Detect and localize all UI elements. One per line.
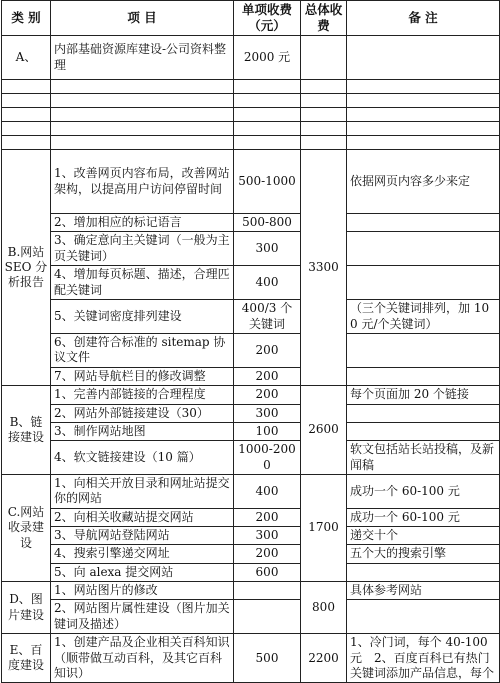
table-row (2, 266, 500, 300)
remark-cell: 每个页面加 20 个链接 (347, 386, 500, 404)
table-row (2, 527, 500, 545)
fee-cell: 200 (234, 386, 301, 404)
item-cell: 2、向相关收藏站提交网站 (51, 508, 234, 526)
remark-cell: 具体参考网站 (347, 582, 500, 600)
item-cell: 1、创建产品及企业相关百科知识（顺带做互动百科，及其它百科知识） (51, 634, 234, 683)
table-row (2, 300, 500, 334)
header-item: 项 目 (51, 1, 234, 36)
fee-cell (234, 600, 301, 634)
item-cell: 2、增加相应的标记语言 (51, 214, 234, 232)
fee-cell: 400 (234, 266, 301, 300)
item-cell: 4、搜索引擎递交网址 (51, 545, 234, 563)
fee-cell: 600 (234, 563, 301, 581)
table-row (2, 563, 500, 581)
remark-cell: （三个关键词排列，加 100 元/个关键词） (347, 300, 500, 334)
remark-cell: 成功一个 60-100 元 (347, 508, 500, 526)
fee-cell: 500 (234, 634, 301, 683)
header-total-fee: 总体收费 (301, 1, 347, 36)
remark-cell (347, 563, 500, 581)
item-cell: 4、增加每页标题、描述，合理匹配关键词 (51, 266, 234, 300)
table-row (2, 214, 500, 232)
remark-cell (347, 422, 500, 440)
blank-row (2, 136, 500, 150)
fee-cell: 200 (234, 545, 301, 563)
remark-cell (347, 214, 500, 232)
item-cell: 4、软文链接建设（10 篇） (51, 441, 234, 475)
header-unit-fee: 单项收费（元） (234, 1, 301, 36)
fee-cell: 300 (234, 527, 301, 545)
table-row (2, 36, 500, 80)
fee-cell: 200 (234, 508, 301, 526)
table-row (2, 582, 500, 600)
category-cell: D、图片建设 (2, 582, 51, 634)
fee-cell: 500-1000 (234, 150, 301, 214)
item-cell: 6、创建符合标准的 sitemap 协议文件 (51, 334, 234, 368)
table-row (2, 422, 500, 440)
total-cell: 1700 (301, 474, 347, 581)
remark-cell (347, 266, 500, 300)
blank-row (2, 122, 500, 136)
remark-cell: 成功一个 60-100 元 (347, 474, 500, 508)
remark-cell (347, 600, 500, 634)
total-cell: 2200 (301, 634, 347, 683)
header-row (2, 1, 500, 36)
item-cell: 5、关键词密度排列建设 (51, 300, 234, 334)
remark-cell (347, 36, 500, 80)
category-cell: A、 (2, 36, 51, 80)
fee-cell: 400 (234, 474, 301, 508)
fee-cell: 200 (234, 334, 301, 368)
item-cell: 2、网站图片属性建设（图片加关键词及描述） (51, 600, 234, 634)
remark-cell: 1、冷门词，每个 40-100 元 2、百度百科已有热门关键词添加产品信息，每个 (347, 634, 500, 683)
fee-cell: 100 (234, 422, 301, 440)
remark-cell: 递交十个 (347, 527, 500, 545)
table-row (2, 150, 500, 214)
table-row (2, 404, 500, 422)
category-cell: E、百度建设 (2, 634, 51, 683)
total-cell (301, 36, 347, 80)
remark-cell: 五个大的搜索引擎 (347, 545, 500, 563)
table-row (2, 508, 500, 526)
table-row (2, 474, 500, 508)
item-cell: 1、完善内部链接的合理程度 (51, 386, 234, 404)
fee-table (1, 0, 500, 683)
fee-cell: 2000 元 (234, 36, 301, 80)
fee-cell: 400/3 个关键词 (234, 300, 301, 334)
item-cell: 内部基础资源库建设-公司资料整理 (51, 36, 234, 80)
blank-row (2, 94, 500, 108)
total-cell: 3300 (301, 150, 347, 386)
category-cell: B.网站SEO 分析报告 (2, 150, 51, 386)
item-cell: 1、网站图片的修改 (51, 582, 234, 600)
fee-cell: 500-800 (234, 214, 301, 232)
blank-row (2, 108, 500, 122)
item-cell: 7、网站导航栏目的修改调整 (51, 367, 234, 385)
item-cell: 2、网站外部链接建设（30） (51, 404, 234, 422)
table-row (2, 634, 500, 683)
fee-cell: 200 (234, 367, 301, 385)
header-category: 类 别 (2, 1, 51, 36)
category-cell: C.网站收录建设 (2, 474, 51, 581)
remark-cell: 软文包括站长站投稿，及新闻稿 (347, 441, 500, 475)
fee-cell: 300 (234, 232, 301, 266)
remark-cell (347, 367, 500, 385)
remark-cell (347, 232, 500, 266)
total-cell: 800 (301, 582, 347, 634)
fee-cell (234, 582, 301, 600)
table-row (2, 386, 500, 404)
table-row (2, 334, 500, 368)
remark-cell (347, 334, 500, 368)
fee-cell: 300 (234, 404, 301, 422)
blank-row (2, 80, 500, 94)
category-cell: B、链接建设 (2, 386, 51, 475)
item-cell: 5、向 alexa 提交网站 (51, 563, 234, 581)
remark-cell (347, 404, 500, 422)
total-cell: 2600 (301, 386, 347, 475)
remark-cell: 依据网页内容多少来定 (347, 150, 500, 214)
fee-cell: 1000-2000 (234, 441, 301, 475)
item-cell: 1、改善网页内容布局，改善网站架构，以提高用户访问停留时间 (51, 150, 234, 214)
item-cell: 1、向相关开放目录和网址站提交你的网站 (51, 474, 234, 508)
table-row (2, 232, 500, 266)
item-cell: 3、制作网站地图 (51, 422, 234, 440)
item-cell: 3、确定意向主关键词（一般为主页关键词） (51, 232, 234, 266)
table-row (2, 600, 500, 634)
table-row (2, 441, 500, 475)
header-remarks: 备 注 (347, 1, 500, 36)
item-cell: 3、导航网站登陆网站 (51, 527, 234, 545)
table-row (2, 367, 500, 385)
table-row (2, 545, 500, 563)
